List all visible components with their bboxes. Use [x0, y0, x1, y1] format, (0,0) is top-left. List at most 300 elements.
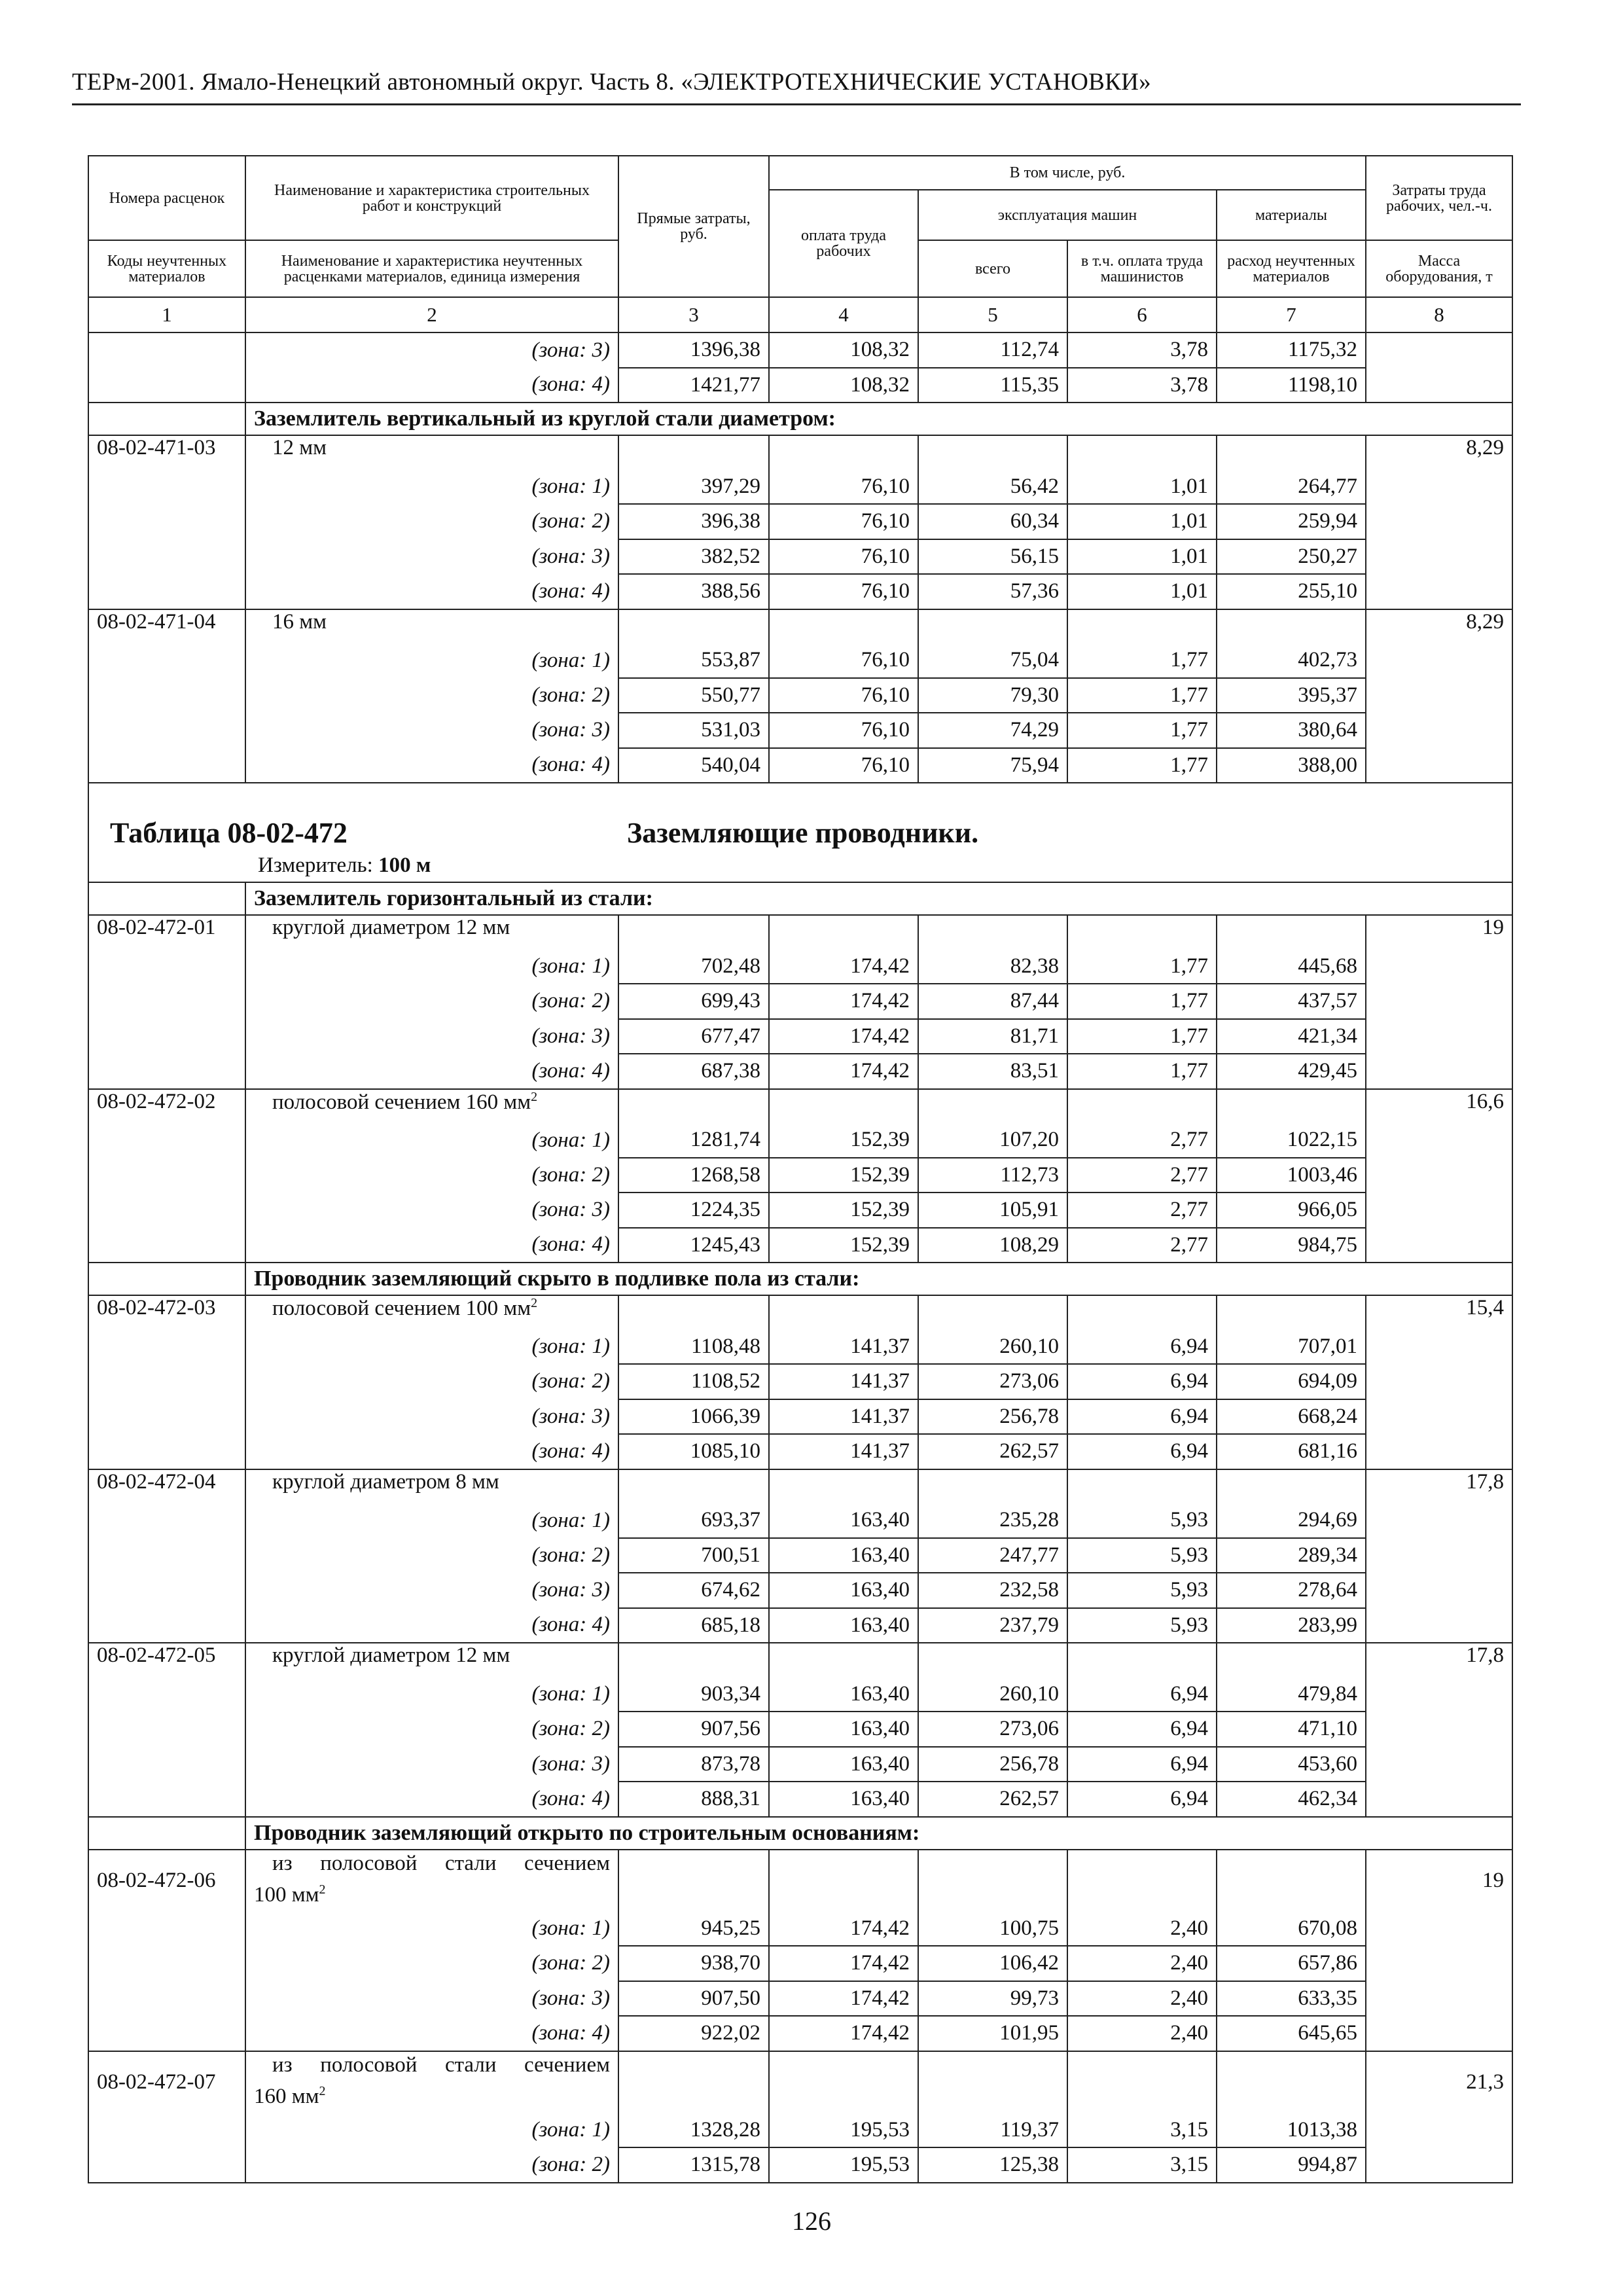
- col2-header: Наименование и характеристика строительных работ и конструкций: [245, 156, 618, 240]
- labor-cell: [1366, 539, 1512, 575]
- table-row: [88, 1981, 1512, 2017]
- labor-cell: [1366, 1434, 1512, 1469]
- table-row: [88, 1946, 1512, 1981]
- value-cell: [1217, 1643, 1366, 1677]
- value-cell: 237,79: [918, 1608, 1067, 1643]
- rate-name-text: круглой диаметром 12 мм: [272, 1643, 510, 1667]
- labor-cell: [1366, 368, 1512, 403]
- labor-cell: [1366, 1054, 1512, 1089]
- labor-cell: [1366, 950, 1512, 984]
- value-cell: 922,02: [618, 2016, 769, 2051]
- value-cell: 687,38: [618, 1054, 769, 1089]
- value-cell: 1,77: [1067, 1019, 1217, 1054]
- value-cell: [1067, 609, 1217, 644]
- zone-label: (зона: 1): [245, 1330, 618, 1365]
- value-cell: 531,03: [618, 713, 769, 748]
- zone-label: (зона: 4): [245, 574, 618, 609]
- rate-code: 08-02-471-03: [88, 435, 245, 470]
- zone-label: (зона: 2): [245, 984, 618, 1019]
- rate-row: [88, 1850, 1512, 1912]
- zone-label: (зона: 2): [245, 2147, 618, 2183]
- value-cell: 540,04: [618, 748, 769, 783]
- code-cell: [88, 539, 245, 575]
- zone-label: (зона: 4): [245, 748, 618, 783]
- value-cell: [769, 915, 918, 950]
- rate-name: [245, 1850, 618, 1912]
- code-cell: [88, 1019, 245, 1054]
- labor-cell: [1366, 1399, 1512, 1435]
- table-row: [88, 470, 1512, 505]
- code-cell: [88, 1054, 245, 1089]
- labor-cell: [1366, 1538, 1512, 1573]
- table-row: [88, 1503, 1512, 1538]
- zone-label: (зона: 1): [245, 950, 618, 984]
- value-cell: 141,37: [769, 1434, 918, 1469]
- value-cell: [618, 435, 769, 470]
- value-cell: 685,18: [618, 1608, 769, 1643]
- value-cell: 256,78: [918, 1399, 1067, 1435]
- value-cell: 994,87: [1217, 2147, 1366, 2183]
- value-cell: [918, 1089, 1067, 1124]
- header-row-1: [88, 156, 1512, 190]
- value-cell: 76,10: [769, 574, 918, 609]
- table-row: [88, 1782, 1512, 1817]
- value-cell: 76,10: [769, 713, 918, 748]
- value-cell: 453,60: [1217, 1747, 1366, 1782]
- value-cell: 6,94: [1067, 1712, 1217, 1747]
- value-cell: 112,74: [918, 332, 1067, 368]
- labor-cell: [1366, 984, 1512, 1019]
- value-cell: 1245,43: [618, 1228, 769, 1263]
- value-cell: 1421,77: [618, 368, 769, 403]
- value-cell: 56,42: [918, 470, 1067, 505]
- incl-header: В том числе, руб.: [769, 156, 1366, 190]
- value-cell: 260,10: [918, 1330, 1067, 1365]
- rate-code: 08-02-472-02: [88, 1089, 245, 1124]
- value-cell: 105,91: [918, 1193, 1067, 1228]
- header-rule: [72, 103, 1521, 105]
- value-cell: 119,37: [918, 2113, 1067, 2148]
- mat-header: материалы: [1217, 190, 1366, 240]
- value-cell: 681,16: [1217, 1434, 1366, 1469]
- labor-cell: [1366, 2016, 1512, 2051]
- value-cell: 283,99: [1217, 1608, 1366, 1643]
- value-cell: 163,40: [769, 1747, 918, 1782]
- value-cell: [1217, 1295, 1366, 1330]
- code-cell: [88, 1503, 245, 1538]
- value-cell: [618, 1850, 769, 1912]
- value-cell: 163,40: [769, 1608, 918, 1643]
- zone-label: (зона: 1): [245, 1123, 618, 1158]
- labor-cell: [1366, 1364, 1512, 1399]
- code-cell: [88, 1817, 245, 1850]
- table-number: Таблица 08-02-472: [110, 817, 348, 849]
- col1b-header: Коды неучтенных материалов: [88, 240, 245, 297]
- value-cell: 1198,10: [1217, 368, 1366, 403]
- table-row: [88, 713, 1512, 748]
- rate-name-text: 160 мм: [254, 2084, 319, 2108]
- labor-cell: [1366, 1228, 1512, 1263]
- value-cell: 402,73: [1217, 643, 1366, 678]
- value-cell: 5,93: [1067, 1538, 1217, 1573]
- value-cell: [918, 915, 1067, 950]
- col-num: 4: [769, 297, 918, 332]
- value-cell: 429,45: [1217, 1054, 1366, 1089]
- value-cell: 250,27: [1217, 539, 1366, 575]
- col4-header: оплата труда рабочих: [769, 190, 918, 297]
- col2b-header: Наименование и характеристика неучтенных расценками материалов, единица измерения: [245, 240, 618, 297]
- value-cell: 141,37: [769, 1330, 918, 1365]
- value-cell: [1067, 1089, 1217, 1124]
- code-cell: [88, 643, 245, 678]
- rate-name: [245, 2051, 618, 2113]
- labor-cell: [1366, 2147, 1512, 2183]
- code-cell: [88, 1193, 245, 1228]
- value-cell: 108,32: [769, 368, 918, 403]
- code-cell: [88, 1782, 245, 1817]
- zone-label: (зона: 1): [245, 643, 618, 678]
- value-cell: 83,51: [918, 1054, 1067, 1089]
- value-cell: 984,75: [1217, 1228, 1366, 1263]
- value-cell: 3,15: [1067, 2147, 1217, 2183]
- code-cell: [88, 1158, 245, 1193]
- value-cell: 382,52: [618, 539, 769, 575]
- col-num: 1: [88, 297, 245, 332]
- value-cell: 87,44: [918, 984, 1067, 1019]
- section-row: [88, 1817, 1512, 1850]
- code-cell: [88, 574, 245, 609]
- value-cell: 76,10: [769, 470, 918, 505]
- table-row: [88, 984, 1512, 1019]
- rate-name-line1: из полосовой стали сечением: [272, 1851, 610, 1875]
- value-cell: 693,37: [618, 1503, 769, 1538]
- table-row: [88, 1054, 1512, 1089]
- unit-superscript: 2: [531, 1089, 538, 1104]
- labor-cell: [1366, 1946, 1512, 1981]
- rate-name: [245, 1469, 618, 1504]
- labor-cell: [1366, 1747, 1512, 1782]
- rate-row: [88, 1469, 1512, 1504]
- section-title: Заземлитель вертикальный из круглой стали диаметром:: [245, 403, 1512, 435]
- value-cell: 700,51: [618, 1538, 769, 1573]
- value-cell: 888,31: [618, 1782, 769, 1817]
- value-cell: 396,38: [618, 504, 769, 539]
- section-row: [88, 403, 1512, 435]
- value-cell: 1108,52: [618, 1364, 769, 1399]
- zone-label: (зона: 4): [245, 2016, 618, 2051]
- value-cell: 273,06: [918, 1364, 1067, 1399]
- labor-value: 8,29: [1366, 609, 1512, 644]
- rate-name-line2: [254, 2078, 610, 2109]
- col-num: 7: [1217, 297, 1366, 332]
- table-row: [88, 1364, 1512, 1399]
- value-cell: 273,06: [918, 1712, 1067, 1747]
- rate-code: 08-02-472-05: [88, 1643, 245, 1677]
- value-cell: 174,42: [769, 950, 918, 984]
- value-cell: 294,69: [1217, 1503, 1366, 1538]
- labor-value: 17,8: [1366, 1643, 1512, 1677]
- zone-label: (зона: 4): [245, 1228, 618, 1263]
- value-cell: 115,35: [918, 368, 1067, 403]
- value-cell: 702,48: [618, 950, 769, 984]
- zone-label: (зона: 3): [245, 1747, 618, 1782]
- value-cell: 903,34: [618, 1677, 769, 1712]
- code-cell: [88, 748, 245, 783]
- value-cell: 677,47: [618, 1019, 769, 1054]
- value-cell: [618, 1295, 769, 1330]
- value-cell: 247,77: [918, 1538, 1067, 1573]
- value-cell: 3,15: [1067, 2113, 1217, 2148]
- zone-label: (зона: 1): [245, 1677, 618, 1712]
- zone-label: (зона: 3): [245, 1399, 618, 1435]
- value-cell: 694,09: [1217, 1364, 1366, 1399]
- value-cell: 174,42: [769, 1054, 918, 1089]
- value-cell: 163,40: [769, 1677, 918, 1712]
- table-row: [88, 539, 1512, 575]
- zone-label: (зона: 1): [245, 1503, 618, 1538]
- value-cell: [769, 435, 918, 470]
- value-cell: [918, 609, 1067, 644]
- code-cell: [88, 882, 245, 915]
- table-row: [88, 574, 1512, 609]
- labor-value: 16,6: [1366, 1089, 1512, 1124]
- code-cell: [88, 1712, 245, 1747]
- labor-cell: [1366, 2113, 1512, 2148]
- zone-label: (зона: 3): [245, 332, 618, 368]
- value-cell: 5,93: [1067, 1608, 1217, 1643]
- labor-cell: [1366, 1330, 1512, 1365]
- zone-label: (зона: 3): [245, 1981, 618, 2017]
- value-cell: 1066,39: [618, 1399, 769, 1435]
- labor-cell: [1366, 748, 1512, 783]
- value-cell: 101,95: [918, 2016, 1067, 2051]
- value-cell: 907,56: [618, 1712, 769, 1747]
- value-cell: [769, 1643, 918, 1677]
- value-cell: 174,42: [769, 1946, 918, 1981]
- rate-row: [88, 1295, 1512, 1330]
- labor-cell: [1366, 470, 1512, 505]
- table-row: [88, 1712, 1512, 1747]
- value-cell: [1067, 435, 1217, 470]
- table-title-row: [88, 783, 1512, 882]
- value-cell: 2,40: [1067, 1912, 1217, 1946]
- value-cell: 163,40: [769, 1503, 918, 1538]
- code-cell: [88, 2016, 245, 2051]
- value-cell: 2,40: [1067, 2016, 1217, 2051]
- value-cell: 141,37: [769, 1399, 918, 1435]
- code-cell: [88, 950, 245, 984]
- code-cell: [88, 1364, 245, 1399]
- value-cell: [1067, 1643, 1217, 1677]
- code-cell: [88, 470, 245, 505]
- measurer-label: Измеритель:: [258, 853, 373, 877]
- value-cell: 2,77: [1067, 1123, 1217, 1158]
- code-cell: [88, 504, 245, 539]
- labor-cell: [1366, 1193, 1512, 1228]
- labor-value: 8,29: [1366, 435, 1512, 470]
- value-cell: 56,15: [918, 539, 1067, 575]
- value-cell: 174,42: [769, 1019, 918, 1054]
- value-cell: [1217, 1850, 1366, 1912]
- section-title: Заземлитель горизонтальный из стали:: [245, 882, 1512, 915]
- value-cell: 174,42: [769, 984, 918, 1019]
- value-cell: 6,94: [1067, 1399, 1217, 1435]
- code-cell: [88, 1330, 245, 1365]
- rate-row: [88, 435, 1512, 470]
- value-cell: 1281,74: [618, 1123, 769, 1158]
- code-cell: [88, 1677, 245, 1712]
- table-row: [88, 368, 1512, 403]
- value-cell: 195,53: [769, 2113, 918, 2148]
- value-cell: [918, 435, 1067, 470]
- value-cell: 1085,10: [618, 1434, 769, 1469]
- col8b-header: Масса оборудования, т: [1366, 240, 1512, 297]
- col8-header: Затраты труда рабочих, чел.-ч.: [1366, 156, 1512, 240]
- col-num: 3: [618, 297, 769, 332]
- code-cell: [88, 368, 245, 403]
- code-cell: [88, 1538, 245, 1573]
- value-cell: 152,39: [769, 1228, 918, 1263]
- labor-cell: [1366, 1503, 1512, 1538]
- value-cell: 99,73: [918, 1981, 1067, 2017]
- table-row: [88, 1330, 1512, 1365]
- value-cell: 1315,78: [618, 2147, 769, 2183]
- table-row: [88, 332, 1512, 368]
- code-cell: [88, 1123, 245, 1158]
- table-row: [88, 1228, 1512, 1263]
- value-cell: 1,77: [1067, 984, 1217, 1019]
- value-cell: [618, 1089, 769, 1124]
- zone-label: (зона: 3): [245, 539, 618, 575]
- labor-cell: [1366, 1712, 1512, 1747]
- zone-label: (зона: 1): [245, 2113, 618, 2148]
- table-row: [88, 678, 1512, 713]
- value-cell: 6,94: [1067, 1782, 1217, 1817]
- table-row: [88, 1747, 1512, 1782]
- labor-cell: [1366, 1158, 1512, 1193]
- zone-label: (зона: 2): [245, 1364, 618, 1399]
- rate-name: [245, 435, 618, 470]
- value-cell: 79,30: [918, 678, 1067, 713]
- zone-label: (зона: 3): [245, 1573, 618, 1608]
- table-title-cell: [88, 783, 1512, 882]
- code-cell: [88, 1399, 245, 1435]
- rate-name: [245, 1295, 618, 1330]
- table-row: [88, 1912, 1512, 1946]
- zone-label: (зона: 4): [245, 1434, 618, 1469]
- value-cell: 6,94: [1067, 1330, 1217, 1365]
- zone-label: (зона: 4): [245, 1782, 618, 1817]
- code-cell: [88, 1434, 245, 1469]
- value-cell: 106,42: [918, 1946, 1067, 1981]
- page-header: ТЕРм-2001. Ямало-Ненецкий автономный округ. Часть 8. «ЭЛЕКТРОТЕХНИЧЕСКИЕ УСТАНОВКИ»: [72, 69, 1151, 96]
- table-row: [88, 504, 1512, 539]
- value-cell: 907,50: [618, 1981, 769, 2017]
- rate-name-text: круглой диаметром 12 мм: [272, 916, 510, 939]
- value-cell: 1,77: [1067, 713, 1217, 748]
- value-cell: 5,93: [1067, 1503, 1217, 1538]
- labor-cell: [1366, 332, 1512, 368]
- value-cell: 945,25: [618, 1912, 769, 1946]
- rate-row: [88, 915, 1512, 950]
- labor-cell: [1366, 1123, 1512, 1158]
- labor-cell: [1366, 1782, 1512, 1817]
- labor-cell: [1366, 713, 1512, 748]
- table-title: [97, 816, 1504, 850]
- value-cell: 1,77: [1067, 748, 1217, 783]
- zone-label: (зона: 2): [245, 504, 618, 539]
- section-title: Проводник заземляющий скрыто в подливке пола из стали:: [245, 1263, 1512, 1295]
- value-cell: 289,34: [1217, 1538, 1366, 1573]
- value-cell: 5,93: [1067, 1573, 1217, 1608]
- value-cell: 74,29: [918, 713, 1067, 748]
- rate-code: 08-02-472-01: [88, 915, 245, 950]
- value-cell: 76,10: [769, 678, 918, 713]
- value-cell: 256,78: [918, 1747, 1067, 1782]
- code-cell: [88, 1608, 245, 1643]
- value-cell: [618, 1469, 769, 1504]
- value-cell: 76,10: [769, 539, 918, 575]
- value-cell: 1,01: [1067, 470, 1217, 505]
- labor-cell: [1366, 1573, 1512, 1608]
- value-cell: [918, 2051, 1067, 2113]
- value-cell: 445,68: [1217, 950, 1366, 984]
- column-numbers: [88, 297, 1512, 332]
- unit-superscript: 2: [319, 2083, 326, 2098]
- value-cell: 112,73: [918, 1158, 1067, 1193]
- value-cell: 1,77: [1067, 950, 1217, 984]
- value-cell: 2,77: [1067, 1228, 1217, 1263]
- value-cell: 1003,46: [1217, 1158, 1366, 1193]
- value-cell: 471,10: [1217, 1712, 1366, 1747]
- value-cell: 60,34: [918, 504, 1067, 539]
- table-row: [88, 643, 1512, 678]
- labor-cell: [1366, 1981, 1512, 2017]
- table-row: [88, 748, 1512, 783]
- value-cell: 674,62: [618, 1573, 769, 1608]
- value-cell: 255,10: [1217, 574, 1366, 609]
- rate-code: 08-02-471-04: [88, 609, 245, 644]
- value-cell: [1067, 915, 1217, 950]
- value-cell: 81,71: [918, 1019, 1067, 1054]
- value-cell: 421,34: [1217, 1019, 1366, 1054]
- rate-name-text: 16 мм: [272, 609, 327, 634]
- rate-code: 08-02-472-06: [88, 1850, 245, 1912]
- value-cell: [918, 1469, 1067, 1504]
- value-cell: 6,94: [1067, 1677, 1217, 1712]
- value-cell: 260,10: [918, 1677, 1067, 1712]
- value-cell: [769, 2051, 918, 2113]
- value-cell: 262,57: [918, 1782, 1067, 1817]
- table-row: [88, 1019, 1512, 1054]
- value-cell: 174,42: [769, 1912, 918, 1946]
- rate-name-text: полосовой сечением 160 мм: [272, 1090, 531, 1114]
- col3-header: Прямые затраты, руб.: [618, 156, 769, 297]
- rate-code: 08-02-472-04: [88, 1469, 245, 1504]
- value-cell: [1067, 2051, 1217, 2113]
- value-cell: [769, 609, 918, 644]
- col-num: 8: [1366, 297, 1512, 332]
- value-cell: 107,20: [918, 1123, 1067, 1158]
- value-cell: 6,94: [1067, 1434, 1217, 1469]
- value-cell: 1,77: [1067, 1054, 1217, 1089]
- value-cell: 2,77: [1067, 1193, 1217, 1228]
- value-cell: 707,01: [1217, 1330, 1366, 1365]
- value-cell: 1328,28: [618, 2113, 769, 2148]
- col-num: 6: [1067, 297, 1217, 332]
- value-cell: 1,77: [1067, 643, 1217, 678]
- value-cell: 2,40: [1067, 1981, 1217, 2017]
